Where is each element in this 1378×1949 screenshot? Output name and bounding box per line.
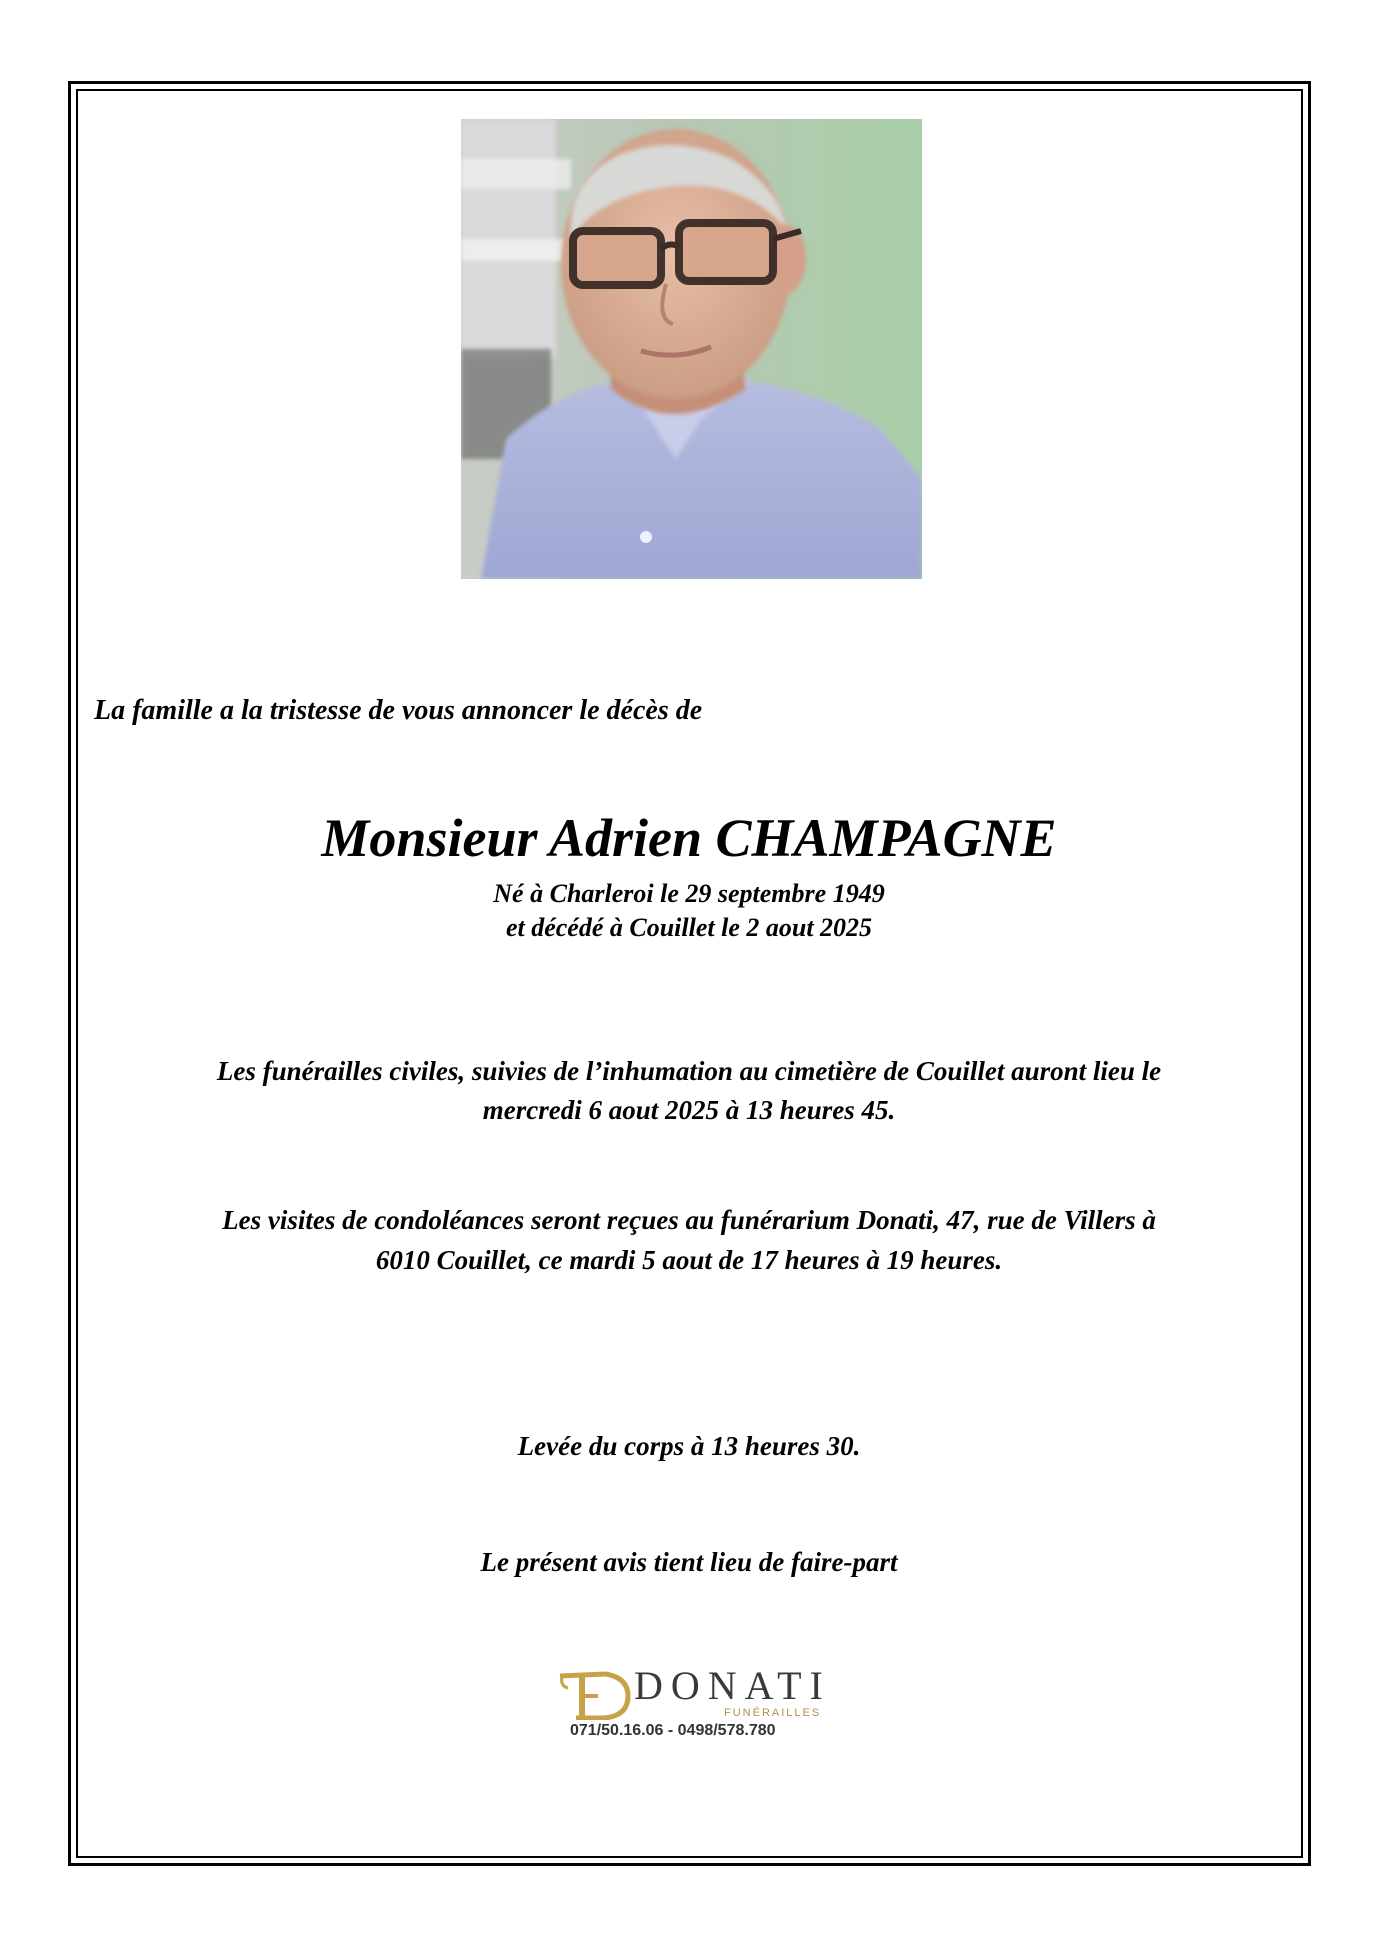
visits-line-1: Les visites de condoléances seront reçues au funérarium Donati, 47, rue de Villers à (222, 1205, 1156, 1235)
notice-text: Le présent avis tient lieu de faire-part (480, 1547, 898, 1577)
birth-line: Né à Charleroi le 29 septembre 1949 (493, 879, 885, 908)
intro-text: La famille a la tristesse de vous annoncer le décès de (94, 695, 703, 726)
levee-text: Levée du corps à 13 heures 30. (517, 1431, 861, 1461)
portrait-photo (461, 119, 922, 579)
donati-logo (556, 1663, 831, 1744)
logo-phones: 071/50.16.06 - 0498/578.780 (570, 1722, 776, 1739)
funeral-line-1: Les funérailles civiles, suivies de l’inhumation au cimetière de Couillet auront lieu le (216, 1056, 1162, 1086)
death-line: et décédé à Couillet le 2 aout 2025 (505, 913, 873, 942)
donati-monogram-icon (556, 1668, 632, 1720)
visits-line-2: 6010 Couillet, ce mardi 5 aout de 17 heures à 19 heures. (375, 1245, 1003, 1275)
logo-wordmark: DONATI (634, 1663, 831, 1708)
logo-subtitle: FUNÉRAILLES (724, 1707, 822, 1719)
funeral-line-2: mercredi 6 aout 2025 à 13 heures 45. (482, 1095, 896, 1125)
deceased-name: Monsieur Adrien CHAMPAGNE (321, 808, 1057, 868)
